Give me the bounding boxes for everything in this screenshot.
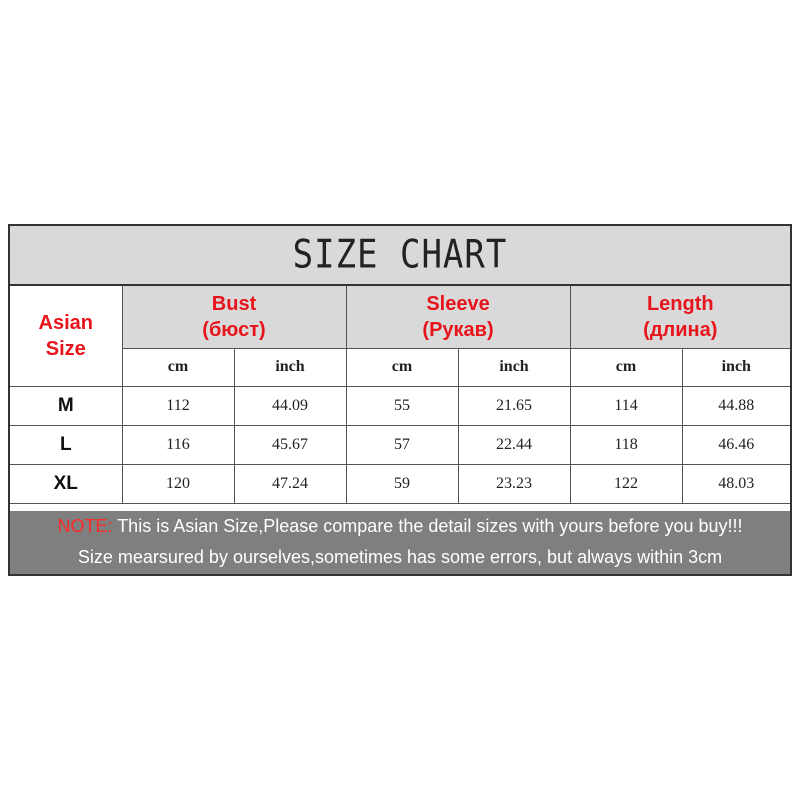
table-header-row xyxy=(10,286,790,348)
unit-cell: cm xyxy=(346,348,458,386)
chart-title: SIZE CHART xyxy=(292,232,508,278)
table-cell: 23.23 xyxy=(458,464,570,503)
table-cell: 44.09 xyxy=(234,386,346,425)
table-cell: 21.65 xyxy=(458,386,570,425)
note-line-1 xyxy=(10,511,790,542)
notes-banner xyxy=(10,511,790,574)
chart-title-bar xyxy=(10,226,790,286)
note-label: NOTE: xyxy=(57,516,113,536)
asian-size-header: Asian Size xyxy=(10,286,122,386)
unit-cell: inch xyxy=(234,348,346,386)
table-cell: 114 xyxy=(570,386,682,425)
note-line-2: Size mearsured by ourselves,sometimes has some errors, but always within 3cm xyxy=(77,547,723,567)
length-header: Length (длина) xyxy=(570,286,790,348)
sleeve-header: Sleeve (Рукав) xyxy=(346,286,570,348)
table-cell: 112 xyxy=(122,386,234,425)
table-cell: 45.67 xyxy=(234,425,346,464)
table-row xyxy=(10,386,790,425)
table-row xyxy=(10,425,790,464)
size-label: M xyxy=(10,386,122,425)
table-cell: 46.46 xyxy=(682,425,790,464)
note-text: This is Asian Size,Please compare the detail sizes with yours before you buy!!! xyxy=(112,516,743,536)
unit-cell: inch xyxy=(458,348,570,386)
table-cell: 47.24 xyxy=(234,464,346,503)
unit-row xyxy=(10,348,790,386)
size-chart xyxy=(8,224,792,576)
size-label: L xyxy=(10,425,122,464)
table-cell: 48.03 xyxy=(682,464,790,503)
table-cell: 120 xyxy=(122,464,234,503)
table-cell: 57 xyxy=(346,425,458,464)
size-label: XL xyxy=(10,464,122,503)
table-cell: 122 xyxy=(570,464,682,503)
table-cell: 22.44 xyxy=(458,425,570,464)
size-table xyxy=(10,286,790,504)
bust-header: Bust (бюст) xyxy=(122,286,346,348)
unit-cell: inch xyxy=(682,348,790,386)
table-cell: 118 xyxy=(570,425,682,464)
table-row xyxy=(10,464,790,503)
table-cell: 44.88 xyxy=(682,386,790,425)
table-cell: 59 xyxy=(346,464,458,503)
unit-cell: cm xyxy=(570,348,682,386)
table-cell: 55 xyxy=(346,386,458,425)
table-cell: 116 xyxy=(122,425,234,464)
unit-cell: cm xyxy=(122,348,234,386)
